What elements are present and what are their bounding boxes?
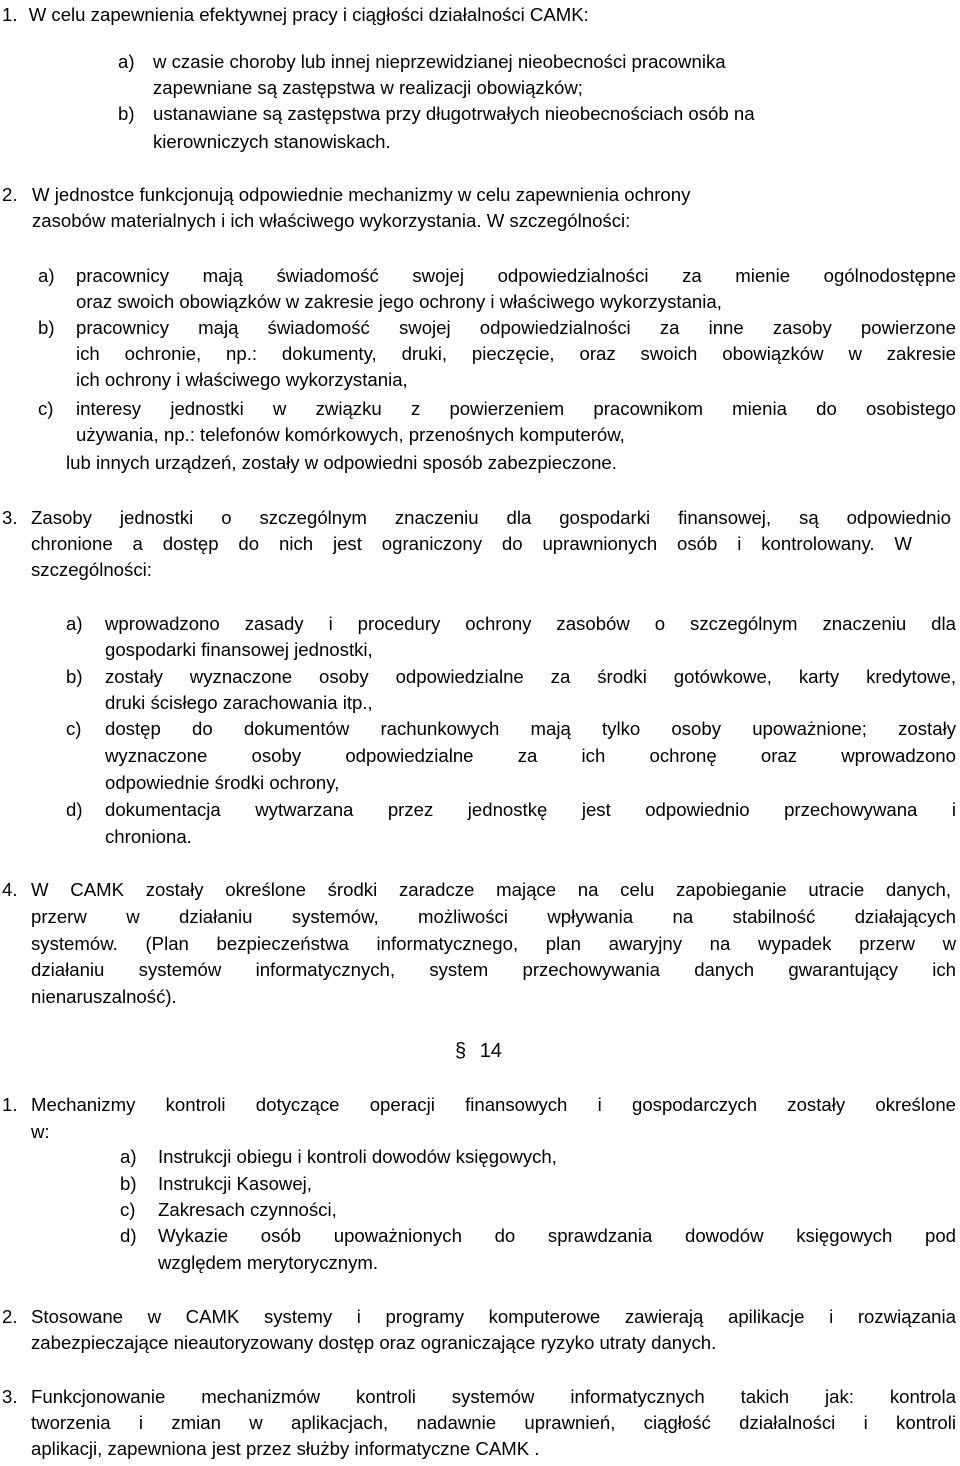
s3-number: 3. (2, 1386, 18, 1407)
s3-line3: aplikacji, zapewniona jest przez służby informatyczne CAMK . (31, 1438, 540, 1459)
s2-line2: zabezpieczające nieautoryzowany dostęp oraz ograniczające ryzyko utraty danych. (31, 1332, 717, 1353)
p1-item-a-line1: w czasie choroby lub innej nieprzewidzianej nieobecności pracownika (153, 51, 726, 72)
p3-item-d-line1: dokumentacja wytwarzana przez jednostkę jest odpowiednio przechowywana i (105, 799, 956, 820)
s3-line1: Funkcjonowanie mechanizmów kontroli systemów informatycznych takich jak: kontrola (31, 1386, 956, 1407)
s1-item-a-text: Instrukcji obiegu i kontroli dowodów księgowych, (158, 1146, 557, 1167)
p3-item-c-line2: wyznaczone osoby odpowiedzialne za ich ochronę oraz wprowadzono (105, 745, 956, 766)
p2-item-b-line1: pracownicy mają świadomość swojej odpowiedzialności za inne zasoby powierzone (76, 317, 956, 338)
p4-line3: systemów. (Plan bezpieczeństwa informatycznego, plan awaryjny na wypadek przerw w (31, 933, 956, 954)
p2-item-c-line3: lub innych urządzeń, zostały w odpowiedni sposób zabezpieczone. (66, 452, 617, 473)
p2-item-c-line2: używania, np.: telefonów komórkowych, przenośnych komputerów, (76, 424, 625, 445)
p3-item-b-label: b) (66, 666, 83, 687)
p2-item-b-line2: ich ochronie, np.: dokumenty, druki, pieczęcie, oraz swoich obowiązków w zakresie (76, 343, 956, 364)
s1-item-b-label: b) (120, 1173, 137, 1194)
p2-item-b-line3: ich ochrony i właściwego wykorzystania, (76, 369, 408, 390)
p3-line3: szczególności: (31, 559, 152, 580)
p4-line5: nienaruszalność). (31, 986, 177, 1007)
s1-item-d-label: d) (120, 1225, 137, 1246)
s3-line2: tworzenia i zmian w aplikacjach, nadawnie uprawnień, ciągłość działalności i kontroli (31, 1412, 956, 1433)
p3-line1: Zasoby jednostki o szczególnym znaczeniu dla gospodarki finansowej, są odpowiednio (31, 507, 951, 528)
s1-item-c-text: Zakresach czynności, (158, 1199, 337, 1220)
section-number: 14 (479, 1040, 502, 1062)
p4-number: 4. (2, 879, 18, 900)
p4-line2: przerw w działaniu systemów, możliwości wpływania na stabilność działających (31, 906, 956, 927)
p1-heading-text: W celu zapewnienia efektywnej pracy i ciągłości działalności CAMK: (28, 4, 589, 25)
p2-number: 2. (2, 184, 18, 205)
s1-item-d-line1: Wykazie osób upoważnionych do sprawdzania dowodów księgowych pod (158, 1225, 956, 1246)
p2-line2: zasobów materialnych i ich właściwego wykorzystania. W szczególności: (32, 210, 631, 231)
p1-item-b-line2: kierowniczych stanowiskach. (153, 131, 391, 152)
p3-number: 3. (2, 507, 18, 528)
p3-line2: chronione a dostęp do nich jest ograniczony do uprawnionych osób i kontrolowany. W (31, 533, 912, 554)
section-heading (455, 1038, 502, 1064)
p1-item-b-line1: ustanawiane są zastępstwa przy długotrwałych nieobecnościach osób na (153, 103, 755, 124)
section-sign: § (455, 1040, 467, 1062)
p3-item-d-line2: chroniona. (105, 826, 192, 847)
p3-item-b-line2: druki ścisłego zarachowania itp., (105, 692, 373, 713)
p1-number: 1. (2, 4, 18, 25)
p2-item-a-line2: oraz swoich obowiązków w zakresie jego ochrony i właściwego wykorzystania, (76, 291, 722, 312)
p3-item-c-line1: dostęp do dokumentów rachunkowych mają tylko osoby upoważnione; zostały (105, 718, 956, 739)
p3-item-a-line1: wprowadzono zasady i procedury ochrony zasobów o szczególnym znaczeniu dla (105, 613, 956, 634)
s1-item-d-line2: względem merytorycznym. (158, 1252, 379, 1273)
p2-item-c-label: c) (38, 398, 54, 419)
p2-item-b-label: b) (38, 317, 55, 338)
p4-line1: W CAMK zostały określone środki zaradcze mające na celu zapobieganie utracie danych, (31, 879, 951, 900)
s1-line2: w: (31, 1121, 50, 1142)
p4-line4: działaniu systemów informatycznych, system przechowywania danych gwarantujący ich (31, 959, 956, 980)
s1-line1: Mechanizmy kontroli dotyczące operacji finansowych i gospodarczych zostały określone (31, 1094, 956, 1115)
p2-item-a-label: a) (38, 265, 55, 286)
p1-heading (2, 2, 589, 28)
p3-item-c-line3: odpowiednie środki ochrony, (105, 772, 340, 793)
p3-item-a-label: a) (66, 613, 83, 634)
s1-number: 1. (2, 1094, 18, 1115)
s2-number: 2. (2, 1306, 18, 1327)
p1-item-a-line2: zapewniane są zastępstwa w realizacji obowiązków; (153, 77, 583, 98)
p3-item-d-label: d) (66, 799, 83, 820)
p2-item-c-line1: interesy jednostki w związku z powierzeniem pracownikom mienia do osobistego (76, 398, 956, 419)
p2-line1: W jednostce funkcjonują odpowiednie mechanizmy w celu zapewnienia ochrony (32, 184, 691, 205)
p2-item-a-line1: pracownicy mają świadomość swojej odpowiedzialności za mienie ogólnodostępne (76, 265, 956, 286)
s1-item-a-label: a) (120, 1146, 137, 1167)
p1-item-b-label: b) (118, 103, 135, 124)
s2-line1: Stosowane w CAMK systemy i programy komputerowe zawierają apilikacje i rozwiązania (31, 1306, 956, 1327)
s1-item-c-label: c) (120, 1199, 136, 1220)
s1-item-b-text: Instrukcji Kasowej, (158, 1173, 312, 1194)
p1-item-a-label: a) (118, 51, 135, 72)
p3-item-b-line1: zostały wyznaczone osoby odpowiedzialne za środki gotówkowe, karty kredytowe, (105, 666, 956, 687)
p3-item-c-label: c) (66, 718, 82, 739)
p3-item-a-line2: gospodarki finansowej jednostki, (105, 639, 373, 660)
